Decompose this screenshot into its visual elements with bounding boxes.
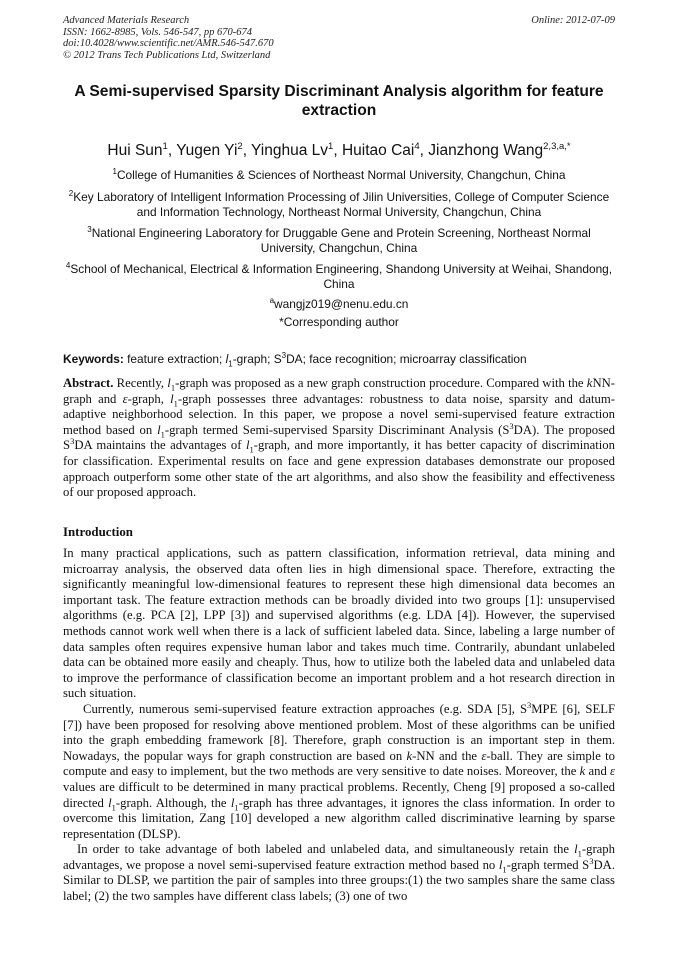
affiliation: $^1$College of Humanities & Sciences of Northeast Normal University, Changchun, China — [112, 167, 566, 182]
keywords-label: Keywords: — [63, 351, 124, 366]
online-date: Online: 2012-07-09 — [531, 15, 615, 26]
section-heading: Introduction — [63, 525, 133, 539]
affiliation: $^2$Key Laboratory of Intelligent Information Processing of Jilin Universities, College of Computer Science and Information Technology, Northeast Normal University, Changchun, China — [68, 189, 610, 220]
author-list: Hui Sun$^1$, Yugen Yi$^2$, Yinghua Lv$^1$, Huitao Cai$^4$, Jianzhong Wang$^{2,3,a,*}$ — [107, 141, 571, 160]
author-name: Hui Sun — [107, 142, 163, 160]
copyright-line: © 2012 Trans Tech Publications Ltd, Switzerland — [63, 49, 271, 61]
abstract: Abstract. Recently, $l_1$-graph was proposed as a new graph construction procedure. Compared with the kNN-graph and ε-graph, $l_1$-graph possesses three advantages: robustness to data noise, sparsity and datum-adaptive neighborhood selection. In this paper, we propose a novel semi-supervised feature extraction method based on $l_1$-graph termed Semi-supervised Sparsity Discriminant Analysis $(S^3DA)$. The proposed $S^3DA$ maintains the advantages of $l_1$-graph, and more importantly, it has better capacity of discrimination for classification. Experimental results on face and gene expression databases demonstrate our proposed approach outperform some other state of the art algorithms, and also show the feasibility and effectiveness of our proposed approach. — [63, 376, 615, 500]
corresponding-author: *Corresponding author — [279, 315, 399, 329]
author-name: Jianzhong Wang — [428, 142, 544, 160]
author-name: Yugen Yi — [176, 142, 238, 160]
email: $^a$wangjz019@nenu.edu.cn — [269, 296, 409, 311]
issn-line: ISSN: 1662-8985, Vols. 546-547, pp 670-674 — [63, 26, 252, 38]
doi-line: doi:10.4028/www.scientific.net/AMR.546-547.670 — [63, 38, 274, 49]
author-name: Yinghua Lv — [251, 142, 329, 160]
affiliation: $^4$School of Mechanical, Electrical & Information Engineering, Shandong University at Weihai, Shandong, China — [65, 261, 613, 292]
author-name: Huitao Cai — [341, 142, 415, 160]
journal-header — [63, 15, 463, 61]
affiliation: $^3$National Engineering Laboratory for Druggable Gene and Protein Screening, Northeast Normal University, Changchun, China — [87, 225, 591, 256]
paper-title: A Semi-supervised Sparsity Discriminant Analysis algorithm for feature extraction — [74, 83, 604, 119]
intro-paragraph: In order to take advantage of both labeled and unlabeled data, and simultaneously retain the $l_1$-graph advantages, we propose a novel semi-supervised feature extraction method based no $l_1$-graph termed $S^3DA$. Similar to DLSP, we partition the pair of samples into three groups:(1) the two samples share the same class label; (2) the two samples have different class labels; (3) one of two — [63, 842, 615, 903]
abstract-label: Abstract. — [63, 376, 114, 390]
intro-paragraph: In many practical applications, such as pattern classification, information retrieval, data mining and microarray analysis, the observed data often lies in high dimensional space. Therefore, extracting the significantly meaningful low-dimensional features to represent these high dimensional data becomes an important task. The feature extraction methods can be broadly divided into two groups [1]: unsupervised algorithms (e.g. PCA [2], LPP [3]) and supervised algorithms (e.g. LDA [4]). However, the supervised methods cannot work well when there is a lack of sufficient labeled data. Since, labeling a large number of data samples often requires expensive human labor and takes much time. Contrarily, abundant unlabeled data can be obtained more easily and cheaply. Thus, how to utilize both the labeled data and unlabeled data to improve the performance of classification become an important problem and a hot research direction in such situation. — [63, 546, 615, 701]
journal-name: Advanced Materials Research — [63, 15, 190, 26]
intro-paragraph: Currently, numerous semi-supervised feature extraction approaches (e.g. SDA [5], $S^3MPE$ [6], SELF [7]) have been proposed for resolving above mentioned problem. Most of these algorithms can be unified into the graph embedding framework [8]. Therefore, graph construction is an important step in them. Nowadays, the popular ways for graph construction are based on k-NN and the ε-ball. They are simple to compute and easy to implement, but the two methods are very sensitive to date noises. Moreover, the k and ε values are difficult to be determined in many practical problems. Recently, Cheng [9] proposed a so-called directed $l_1$-graph. Although, the $l_1$-graph has three advantages, it ignores the class information. In order to overcome this limitation, Zang [10] developed a new algorithm called discriminative learning by sparse representation (DLSP). — [63, 699, 616, 841]
keywords: Keywords: feature extraction; $l_1$-graph; $S^3DA$; face recognition; microarray classification — [63, 351, 527, 369]
